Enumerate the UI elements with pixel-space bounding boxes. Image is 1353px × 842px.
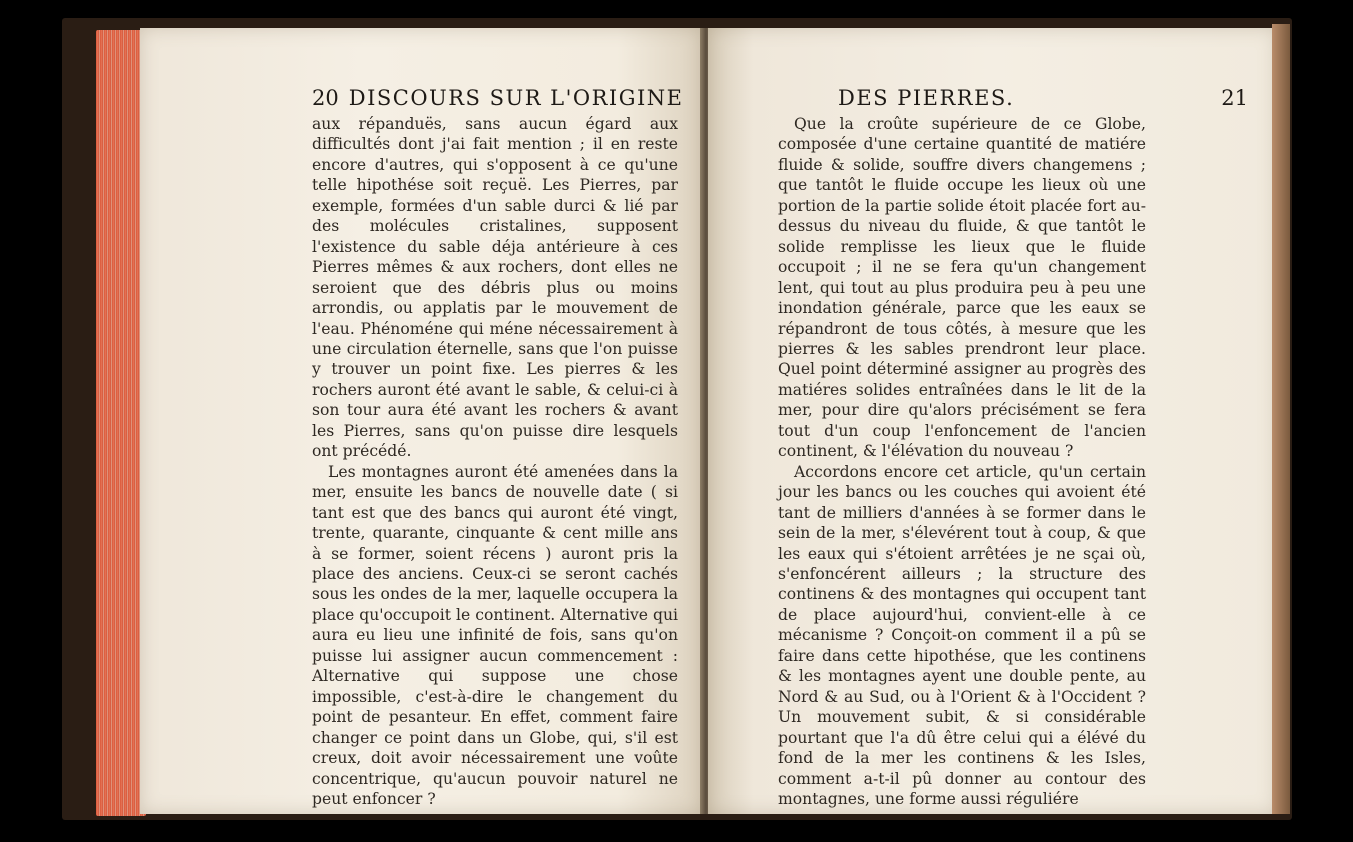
right-header-title: DES PIERRES. xyxy=(838,86,1015,110)
right-running-head xyxy=(838,86,1248,112)
cover-edge xyxy=(1272,24,1290,814)
right-page xyxy=(708,28,1276,814)
right-paragraph-2: Accordons encore cet article, qu'un certain jour les bancs ou les couches qui avoient été tant de milliers d'années à se former dans le sein de la mer, s'élevérent tout à coup, & que les eaux qui s'étoient arrêtées je ne sçai où, s'enfoncérent ailleurs ; la structure des continens & des montagnes qui occupent tant de place aujourd'hui, convient-elle à ce mécanisme ? Conçoit-on comment il a pû se faire dans cette hipothése, que les continens & les montagnes ayent une double pente, au Nord & au Sud, ou à l'Orient & à l'Occident ? Un mouvement subit, & si considérable pourtant que l'a dû être celui qui a élévé du fond de la mer les continens & les Isles, comment a-t-il pû donner au contour des montagnes, une forme aussi réguliére xyxy=(778,462,1146,808)
left-page-number: 20 xyxy=(312,86,339,110)
right-page-text xyxy=(778,114,1146,809)
left-page xyxy=(140,28,702,814)
left-running-head xyxy=(312,86,684,112)
left-paragraph-2: Les montagnes auront été amenées dans la mer, ensuite les bancs de nouvelle date ( si tant est que des bancs qui auront été vingt, trente, quarante, cinquante & cent mille ans à se former, soient récens ) auront pris la place des anciens. Ceux-ci se seront cachés sous les ondes de la mer, laquelle occupera la place qu'occupoit le continent. Alternative qui aura eu lieu une infinité de fois, sans qu'on puisse lui assigner aucun commencement : Alternative qui suppose une chose impossible, c'est-à-dire le changement du point de pesanteur. En effet, comment faire changer ce point dans un Globe, qui, s'il est creux, doit avoir nécessairement une voûte concentrique, qu'aucun pouvoir naturel ne peut enfoncer ? xyxy=(312,462,678,808)
left-header-title: DISCOURS SUR L'ORIGINE xyxy=(348,86,684,110)
left-page-text xyxy=(312,114,678,809)
right-page-number: 21 xyxy=(1221,86,1248,110)
right-paragraph-1: Que la croûte supérieure de ce Globe, composée d'une certaine quantité de matiére fluide & solide, souffre divers changemens ; que tantôt le fluide occupe les lieux où une portion de la partie solide étoit placée fort au-dessus du niveau du fluide, & que tantôt le solide remplisse les lieux que le fluide occupoit ; il ne se fera qu'un changement lent, qui tout au plus produira peu à peu une inondation générale, parce que les eaux se répandront de tous côtés, à mesure que les pierres & les sables prendront leur place. Quel point déterminé assigner au progrès des matiéres solides entraînées dans le lit de la mer, pour dire qu'alors précisément se fera tout d'un coup l'enfoncement de l'ancien continent, & l'élévation du nouveau ? xyxy=(778,115,1146,461)
page-edges xyxy=(96,30,146,816)
left-paragraph-1: aux répanduës, sans aucun égard aux difficultés dont j'ai fait mention ; il en reste encore d'autres, qui s'opposent à ce qu'une telle hipothése soit reçuë. Les Pierres, par exemple, formées d'un sable durci & lié par des molécules cristalines, supposent l'existence du sable déja antérieure à ces Pierres mêmes & aux rochers, dont elles ne seroient que des débris plus ou moins arrondis, ou applatis par le mouvement de l'eau. Phénoméne qui méne nécessairement à une circulation éternelle, sans que l'on puisse y trouver un point fixe. Les pierres & les rochers auront été avant le sable, & celui-ci à son tour aura été avant les rochers & avant les Pierres, sans qu'on puisse dire lesquels ont précédé. xyxy=(312,115,678,461)
